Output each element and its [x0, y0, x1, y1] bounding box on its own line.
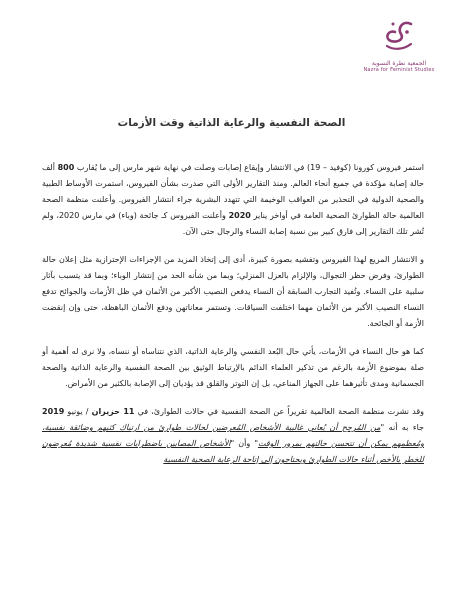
- emphasized-text: 11 حزيران: [91, 407, 135, 416]
- logo-english-text: Nazra for Feminist Studies: [363, 67, 435, 73]
- logo-arabic-text: الجمعية نظرة النسوية: [371, 60, 427, 67]
- logo-mark-icon: [377, 14, 421, 58]
- paragraph-text: " وأن ": [230, 439, 258, 448]
- paragraph-text: وقد نشرت منظمة الصحة العالمية تقريراً عن الصحة النفسية في حالات الطوارئ، في: [134, 407, 425, 416]
- body-paragraph: [42, 404, 424, 468]
- paragraph-text: استمر فيروس كورونا (كوفيد – 19) في الانتشار وإيقاع إصابات وصلت في نهاية شهر مارس إلى ما يُقارب: [74, 163, 424, 172]
- body-paragraph: [42, 344, 424, 392]
- paragraph-text: / يونيو: [64, 407, 92, 416]
- quoted-text: الأشخاص المصابين باضطرابات نفسية شديدة مُعرضون للخطر بالأخص أثناء حالات الطوارئ ويحتاجون إلى إتاحة الرعاية الصحية النفسية: [42, 439, 424, 464]
- organization-logo: [359, 14, 439, 86]
- paragraph-text: و الانتشار المريع لهذا الفيروس وتفشيه بصورة كبيرة، أدى إلى إتخاذ المزيد من الإجراءات الإحترازية مثل إعلان حالة الطوارئ، وفرض حظر التجوال، والإلزام بالعزل المنزلي؛ وبما من شأنه الحد من إنتشار الوباء؛ وبما قد يتسبب بآثار سلبية على النساء. وتُفيد التجارب السابقة أن النساء يدفعن النصيب الأكبر من الأثمان في ظل الأزمات والجوائح تدفع النساء النصيب الأكبر من الأثمان مهما اختلفت السياقات. وتستمر معاناتهن ودفع الأثمان الباهظة، حتى وإن إنقضت الأزمة أو الجائحة.: [42, 255, 424, 328]
- emphasized-text: 800: [57, 163, 75, 172]
- paragraph-text: جاء به أنه ": [380, 423, 424, 432]
- quoted-text: من المُرجح أن يُعاني غالبية الأشخاص المُعرضين لحالات طوارئ من ارتباك كثيهم وضائقة نفسية، ومُعظمهم يمكن أن تتحسن حالتهم بمرور الوقت: [42, 423, 424, 448]
- document-title: الصحة النفسية والرعاية الذاتية وقت الأزمات: [117, 117, 346, 129]
- paragraph-text: ألف حالة إصابة مؤكدة في جميع أنحاء العالم. ومنذ التقارير الأولى التي صدرت بشأن الفيروس، استمرت الأوساط الطبية والصحية الدولية في التحذير من العواقب الوخيمة التي تتهدد البشرية جراء انتشار الفيروس. وأعلنت منظمة الصحة العالمية حالة الطوارئ الصحية العامة في أواخر يناير: [42, 163, 425, 220]
- body-paragraph: [42, 252, 424, 332]
- body-paragraph: [42, 160, 424, 240]
- emphasized-text: 2019: [42, 407, 65, 416]
- paragraph-text: وأعلنت الفيروس كـ جائحة (وباء) في مارس 2020، ولم تُشر تلك التقارير إلى فارق كبير بين نسبة إصابة النساء والرجال حتى الآن.: [42, 211, 424, 236]
- emphasized-text: 2020: [228, 211, 251, 220]
- document-body: [42, 160, 424, 468]
- paragraph-text: كما هو حال النساء في الأزمات، يأتي حال البُعد النفسي والرعاية الذاتية، الذي نتناساه أو ننساه، ولا نرى له أهمية أو صلة بموضوع الأزمة بالرغم من تذكير العلماء الدائم بالإرتباط الوثيق بين الصحة النفسية والرعاية الذاتية والصحة الجسمانية ومدى تأثيرهما على الجهاز المناعي، بل إن التوتر والقلق قد يؤديان إلى الإصابة بالكثير من الأمراض.: [42, 347, 424, 388]
